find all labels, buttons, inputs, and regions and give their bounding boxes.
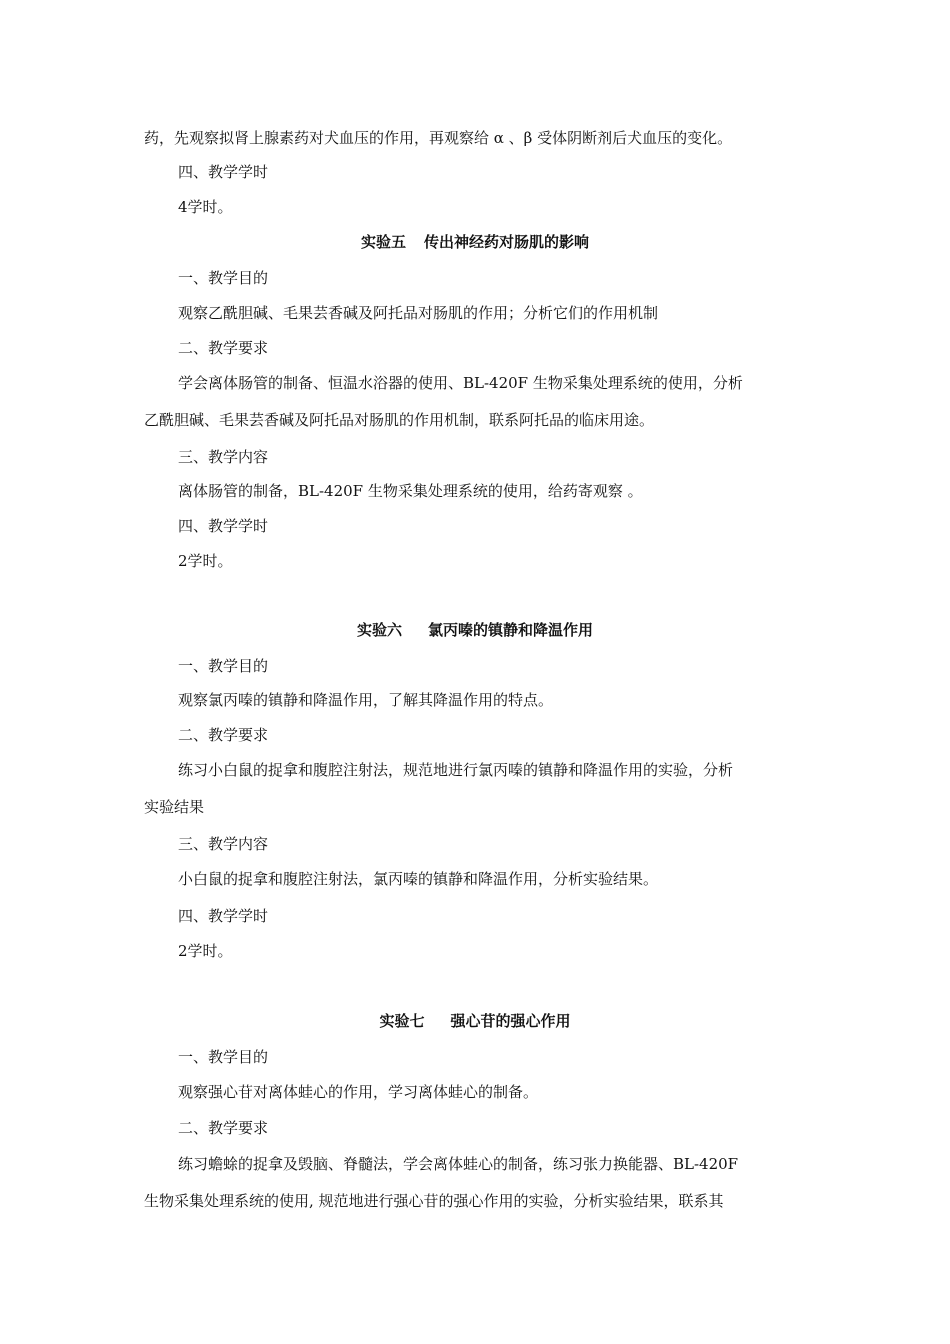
hours-value: 2学时。 bbox=[178, 552, 233, 570]
section-heading-hours: 四、教学学时 bbox=[178, 517, 269, 535]
hours-value: 4学时。 bbox=[178, 198, 233, 216]
experiment-7-title bbox=[0, 1011, 950, 1031]
section-heading-hours: 四、教学学时 bbox=[178, 163, 269, 181]
section-heading-purpose: 一、教学目的 bbox=[178, 1048, 269, 1066]
experiment-5-name: 传出神经药对肠肌的影响 bbox=[424, 233, 590, 251]
experiment-6-number: 实验六 bbox=[356, 621, 402, 639]
experiment-6-name: 氯丙嗪的镇静和降温作用 bbox=[428, 621, 594, 639]
requirements-text-line-2: 实验结果 bbox=[144, 798, 205, 816]
experiment-6-title bbox=[0, 620, 950, 640]
purpose-text: 观察乙酰胆碱、毛果芸香碱及阿托品对肠肌的作用；分析它们的作用机制 bbox=[178, 304, 659, 322]
requirements-text-line-1: 练习小白鼠的捉拿和腹腔注射法，规范地进行氯丙嗪的镇静和降温作用的实验，分析 bbox=[178, 761, 734, 779]
content-text: 小白鼠的捉拿和腹腔注射法，氯丙嗪的镇静和降温作用，分析实验结果。 bbox=[178, 870, 659, 888]
requirements-text-line-2: 生物采集处理系统的使用, 规范地进行强心苷的强心作用的实验，分析实验结果，联系其 bbox=[144, 1192, 724, 1210]
requirements-text-line-2: 乙酰胆碱、毛果芸香碱及阿托品对肠肌的作用机制，联系阿托品的临床用途。 bbox=[144, 411, 655, 429]
purpose-text: 观察氯丙嗪的镇静和降温作用，了解其降温作用的特点。 bbox=[178, 691, 554, 709]
section-heading-requirements: 二、教学要求 bbox=[178, 726, 269, 744]
hours-value: 2学时。 bbox=[178, 942, 233, 960]
section-heading-purpose: 一、教学目的 bbox=[178, 269, 269, 287]
paragraph-continuation: 药，先观察拟肾上腺素药对犬血压的作用，再观察给 α 、β 受体阴断剂后犬血压的变化。 bbox=[144, 129, 733, 147]
section-heading-requirements: 二、教学要求 bbox=[178, 339, 269, 357]
requirements-text-line-1: 学会离体肠管的制备、恒温水浴器的使用、BL-420F 生物采集处理系统的使用，分析 bbox=[178, 374, 743, 392]
experiment-5-number: 实验五 bbox=[360, 233, 406, 251]
experiment-7-number: 实验七 bbox=[379, 1012, 425, 1030]
purpose-text: 观察强心苷对离体蛙心的作用，学习离体蛙心的制备。 bbox=[178, 1083, 539, 1101]
requirements-text-line-1: 练习蟾蜍的捉拿及毁脑、脊髓法，学会离体蛙心的制备，练习张力换能器、BL-420F bbox=[178, 1155, 739, 1173]
section-heading-purpose: 一、教学目的 bbox=[178, 657, 269, 675]
experiment-7-name: 强心苷的强心作用 bbox=[450, 1012, 571, 1030]
experiment-5-title bbox=[0, 232, 950, 252]
section-heading-requirements: 二、教学要求 bbox=[178, 1119, 269, 1137]
content-text: 离体肠管的制备，BL-420F 生物采集处理系统的使用，给药寄观察 。 bbox=[178, 482, 643, 500]
section-heading-content: 三、教学内容 bbox=[178, 835, 269, 853]
section-heading-hours: 四、教学学时 bbox=[178, 907, 269, 925]
section-heading-content: 三、教学内容 bbox=[178, 448, 269, 466]
